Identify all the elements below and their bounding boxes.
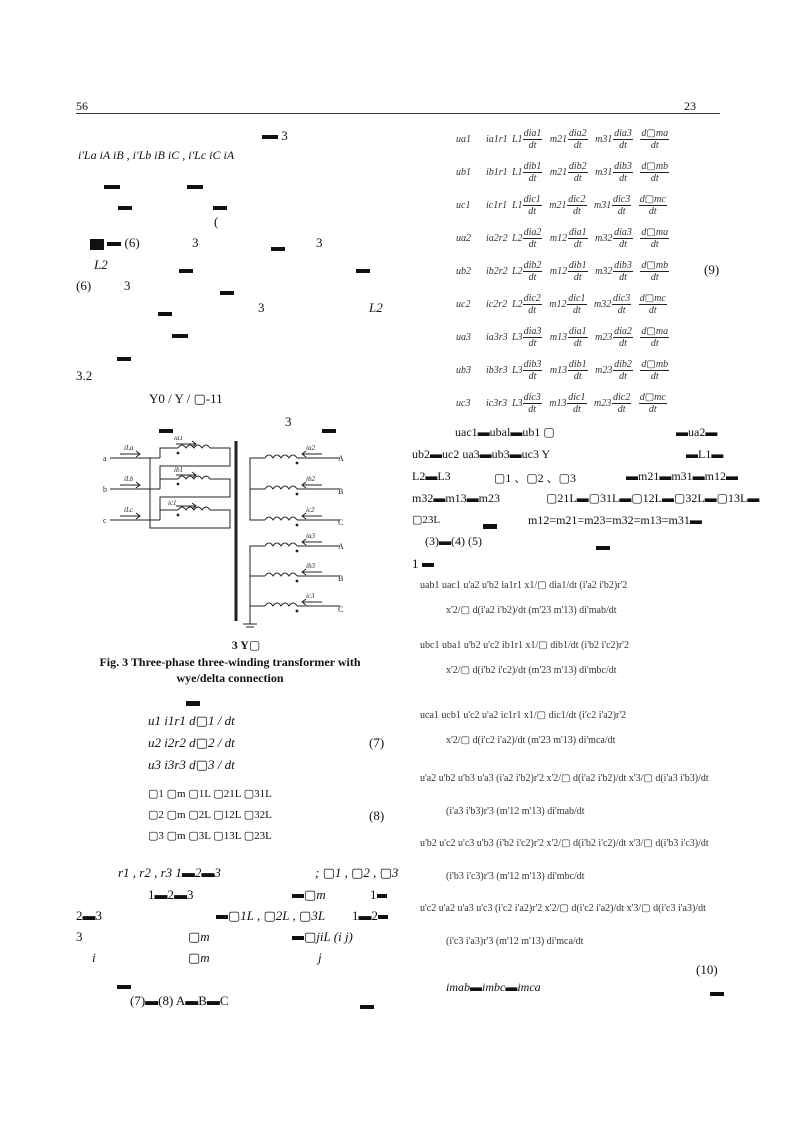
right-text-5a: ▢23L: [412, 514, 441, 526]
eq9-row: ub1 ib1r1 L1 $\frac{\text{dib1}}{dt}$ m21 $\frac{\text{dib2}}{dt}$ m31 $\frac{\text{dib3}}{dt}$ $\frac{d▢mb}{dt}$: [456, 161, 669, 184]
tail-line-3c: 1▬2: [352, 908, 388, 924]
redaction-bar: [158, 305, 172, 323]
right-text-6: (3)▬(4) (5): [425, 534, 482, 548]
phase-label-B: B: [338, 487, 344, 496]
right-text-5b: m12=m21=m23=m32=m13=m31▬: [528, 513, 702, 527]
eq9-row: ub3 ib3r3 L3 $\frac{\text{dib3}}{dt}$ m13 $\frac{\text{dib1}}{dt}$ m23 $\frac{\text{dib2}}{dt}$ $\frac{d▢mb}{dt}$: [456, 359, 669, 382]
text-3: 3: [192, 235, 199, 250]
tail-line-3b: ▢1L , ▢2L , ▢3L: [216, 908, 325, 924]
tail-line-2b: ▢m: [292, 887, 326, 903]
eq7-line-1: u1 i1r1 d▢1 / dt: [148, 713, 235, 728]
redaction-bar: [179, 262, 193, 280]
right-text-2a: ub2▬uc2 ua3▬ub3▬uc3 Y: [412, 447, 551, 461]
text-3: 3: [124, 278, 131, 293]
right-text-4a: m32▬m13▬m23: [412, 491, 501, 505]
figure-caption-en-1: Fig. 3 Three-phase three-winding transformer with: [99, 655, 361, 669]
text-3: 3: [316, 235, 323, 250]
eq10-number: (10): [696, 962, 718, 977]
eq10-line-8: (i'a3 i'b3)r'3 (m'12 m'13) di'mab/dt: [446, 806, 585, 817]
symbol-l2: L2: [369, 300, 383, 315]
transformer-diagram: [100, 436, 360, 632]
eq9-row: ua1 ia1r1 L1 $\frac{\text{dia1}}{dt}$ m21 $\frac{\text{dia2}}{dt}$ m31 $\frac{\text{dia3}}{dt}$ $\frac{d▢ma}{dt}$: [456, 128, 669, 151]
eq9-number: (9): [704, 262, 720, 277]
eq7-number: (7): [369, 735, 385, 750]
connection-label: Y0 / Y / ▢-11: [149, 391, 223, 406]
left-paren: (: [214, 214, 219, 229]
text-3: 3: [285, 414, 292, 429]
eq10-line-10: (i'b3 i'c3)r'3 (m'12 m'13) di'mbc/dt: [446, 871, 585, 882]
eq10-line-3: ubc1 uba1 u'b2 u'c2 ib1r1 x1/▢ dib1/dt (i'b2 i'c2)r'2: [420, 640, 629, 651]
redaction-bar: [220, 284, 234, 302]
eq9-row: ua3 ia3r3 L3 $\frac{\text{dia3}}{dt}$ m13 $\frac{\text{dia1}}{dt}$ m23 $\frac{\text{dia2}}{dt}$ $\frac{d▢ma}{dt}$: [456, 326, 669, 349]
tail-line-7: (7)▬(8) A▬B▬C: [130, 993, 229, 1008]
tail-line-5b: ▢m: [188, 950, 210, 965]
redaction-bar: [117, 350, 131, 368]
redaction-bar: [117, 978, 131, 996]
eq8-number: (8): [369, 808, 385, 823]
left-line-1: 3: [262, 128, 288, 144]
eq9-row: ua2 ia2r2 L2 $\frac{\text{dia2}}{dt}$ m12 $\frac{\text{dia1}}{dt}$ m32 $\frac{\text{dia3}}{dt}$ $\frac{d▢ma}{dt}$: [456, 227, 669, 250]
phase-label-a: a: [103, 454, 107, 463]
figure-caption-cn: 3 Y▢: [231, 638, 261, 652]
right-text-1b: ▬ua2▬: [676, 425, 718, 439]
redaction-bar: [187, 178, 203, 196]
tail-line-2c: 1: [370, 887, 387, 903]
phase-label-A: A: [338, 542, 344, 551]
currents-line: i'La iA iB , i'Lb iB iC , i'Lc iC iA: [78, 148, 235, 162]
eq8-line-3: ▢3 ▢m ▢3L ▢13L ▢23L: [148, 830, 272, 842]
redaction-bar: [596, 539, 610, 557]
current-label: ic2: [306, 506, 315, 514]
current-label: ic3: [306, 592, 315, 600]
eq7-line-3: u3 i3r3 d▢3 / dt: [148, 757, 235, 772]
current-label: ia2: [306, 444, 315, 452]
tail-line-5: i: [92, 950, 96, 965]
right-text-7: 1: [412, 556, 434, 572]
eq10-line-9: u'b2 u'c2 u'c3 u'b3 (i'b2 i'c2)r'2 x'2/▢ d(i'b2 i'c2)/dt x'3/▢ d(i'b3 i'c3)/dt: [420, 838, 709, 849]
eq10-line-7: u'a2 u'b2 u'b3 u'a3 (i'a2 i'b2)r'2 x'2/▢ d(i'a2 i'b2)/dt x'3/▢ d(i'a3 i'b3)/dt: [420, 773, 709, 784]
redaction-bar: [710, 985, 724, 1003]
tail-line-1b: ; ▢1 , ▢2 , ▢3: [315, 865, 399, 880]
redaction-bar: [271, 240, 285, 258]
eq7-line-2: u2 i2r2 d▢2 / dt: [148, 735, 235, 750]
tail-line-2: 1▬2▬3: [148, 887, 194, 902]
eq6-line: (6): [90, 235, 140, 251]
eq8-line-2: ▢2 ▢m ▢2L ▢12L ▢32L: [148, 809, 272, 821]
phase-label-C: C: [338, 518, 344, 527]
tail-line-1: r1 , r2 , r3 1▬2▬3: [118, 865, 221, 880]
phase-label-c: c: [103, 516, 107, 525]
eq10-line-1: uab1 uac1 u'a2 u'b2 ia1r1 x1/▢ dia1/dt (i'a2 i'b2)r'2: [420, 580, 628, 591]
current-label: ib2: [306, 475, 315, 483]
redaction-bar: [172, 327, 188, 345]
right-text-3c: ▬m21▬m31▬m12▬: [626, 469, 739, 483]
tail-line-4: 3: [76, 929, 83, 944]
header-rule: [76, 113, 720, 114]
right-text-4b: ▢21L▬▢31L▬▢12L▬▢32L▬▢13L▬: [546, 491, 760, 505]
eq9-row: uc2 ic2r2 L2 $\frac{\text{dic2}}{dt}$ m12 $\frac{\text{dic1}}{dt}$ m32 $\frac{\text{dic3}}{dt}$ $\frac{d▢mc}{dt}$: [456, 293, 666, 316]
figure-caption-en-2: wye/delta connection: [176, 671, 284, 685]
redaction-bar: [118, 199, 132, 217]
redaction-bar: [104, 178, 120, 196]
eq10-line-11: u'c2 u'a2 u'a3 u'c3 (i'c2 i'a2)r'2 x'2/▢ d(i'c2 i'a2)/dt x'3/▢ d(i'c3 i'a3)/dt: [420, 903, 706, 914]
tail-line-3: 2▬3: [76, 908, 102, 923]
current-label: iLa: [124, 444, 134, 452]
eq10-line-4: x'2/▢ d(i'b2 i'c2)/dt (m'23 m'13) di'mbc/dt: [446, 665, 617, 676]
current-label: ic1: [168, 499, 177, 507]
phase-label-C: C: [338, 605, 344, 614]
redaction-bar: [360, 998, 374, 1016]
eq10-line-12: (i'c3 i'a3)r'3 (m'12 m'13) di'mca/dt: [446, 936, 584, 947]
right-text-3b: ▢1 、▢2 、▢3: [494, 471, 577, 485]
current-label: ia3: [306, 532, 315, 540]
current-label: ib1: [174, 466, 183, 474]
right-text-1a: uac1▬ubal▬ub1 ▢: [455, 425, 555, 439]
eq10-line-6: x'2/▢ d(i'c2 i'a2)/dt (m'23 m'13) di'mca/dt: [446, 735, 616, 746]
page-number-right: 23: [684, 99, 696, 113]
eq9-row: uc1 ic1r1 L1 $\frac{\text{dic1}}{dt}$ m21 $\frac{\text{dic2}}{dt}$ m31 $\frac{\text{dic3}}{dt}$ $\frac{d▢mc}{dt}$: [456, 194, 666, 217]
current-label: ia1: [174, 436, 183, 442]
text-3: 3: [258, 300, 265, 315]
redaction-bar: [356, 262, 370, 280]
tail-line-4c: ▢jiL (i j): [292, 929, 353, 945]
eq6-ref: (6): [76, 278, 92, 293]
eq10-tail: imab▬imbc▬imca: [446, 980, 541, 994]
current-label: iLb: [124, 475, 134, 483]
phase-label-A: A: [338, 454, 344, 463]
eq8-line-1: ▢1 ▢m ▢1L ▢21L ▢31L: [148, 788, 272, 800]
redaction-bar: [483, 517, 497, 535]
page-number-left: 56: [76, 99, 88, 113]
tail-line-4b: ▢m: [188, 929, 210, 944]
eq10-line-2: x'2/▢ d(i'a2 i'b2)/dt (m'23 m'13) di'mab/dt: [446, 605, 617, 616]
tail-line-5c: j: [318, 950, 322, 965]
phase-label-b: b: [103, 485, 107, 494]
current-label: iLc: [124, 506, 133, 514]
right-text-2b: ▬L1▬: [686, 447, 724, 461]
redaction-bar: [186, 694, 200, 712]
eq9-row: uc3 ic3r3 L3 $\frac{\text{dic3}}{dt}$ m13 $\frac{\text{dic1}}{dt}$ m23 $\frac{\text{dic2}}{dt}$ $\frac{d▢mc}{dt}$: [456, 392, 666, 415]
symbol-l2: L2: [94, 257, 108, 272]
eq9-row: ub2 ib2r2 L2 $\frac{\text{dib2}}{dt}$ m12 $\frac{\text{dib1}}{dt}$ m32 $\frac{\text{dib3}}{dt}$ $\frac{d▢mb}{dt}$: [456, 260, 669, 283]
right-text-3a: L2▬L3: [412, 469, 451, 483]
section-number: 3.2: [76, 368, 93, 383]
phase-label-B: B: [338, 574, 344, 583]
current-label: ib3: [306, 562, 315, 570]
eq10-line-5: uca1 ucb1 u'c2 u'a2 ic1r1 x1/▢ dic1/dt (i'c2 i'a2)r'2: [420, 710, 627, 721]
